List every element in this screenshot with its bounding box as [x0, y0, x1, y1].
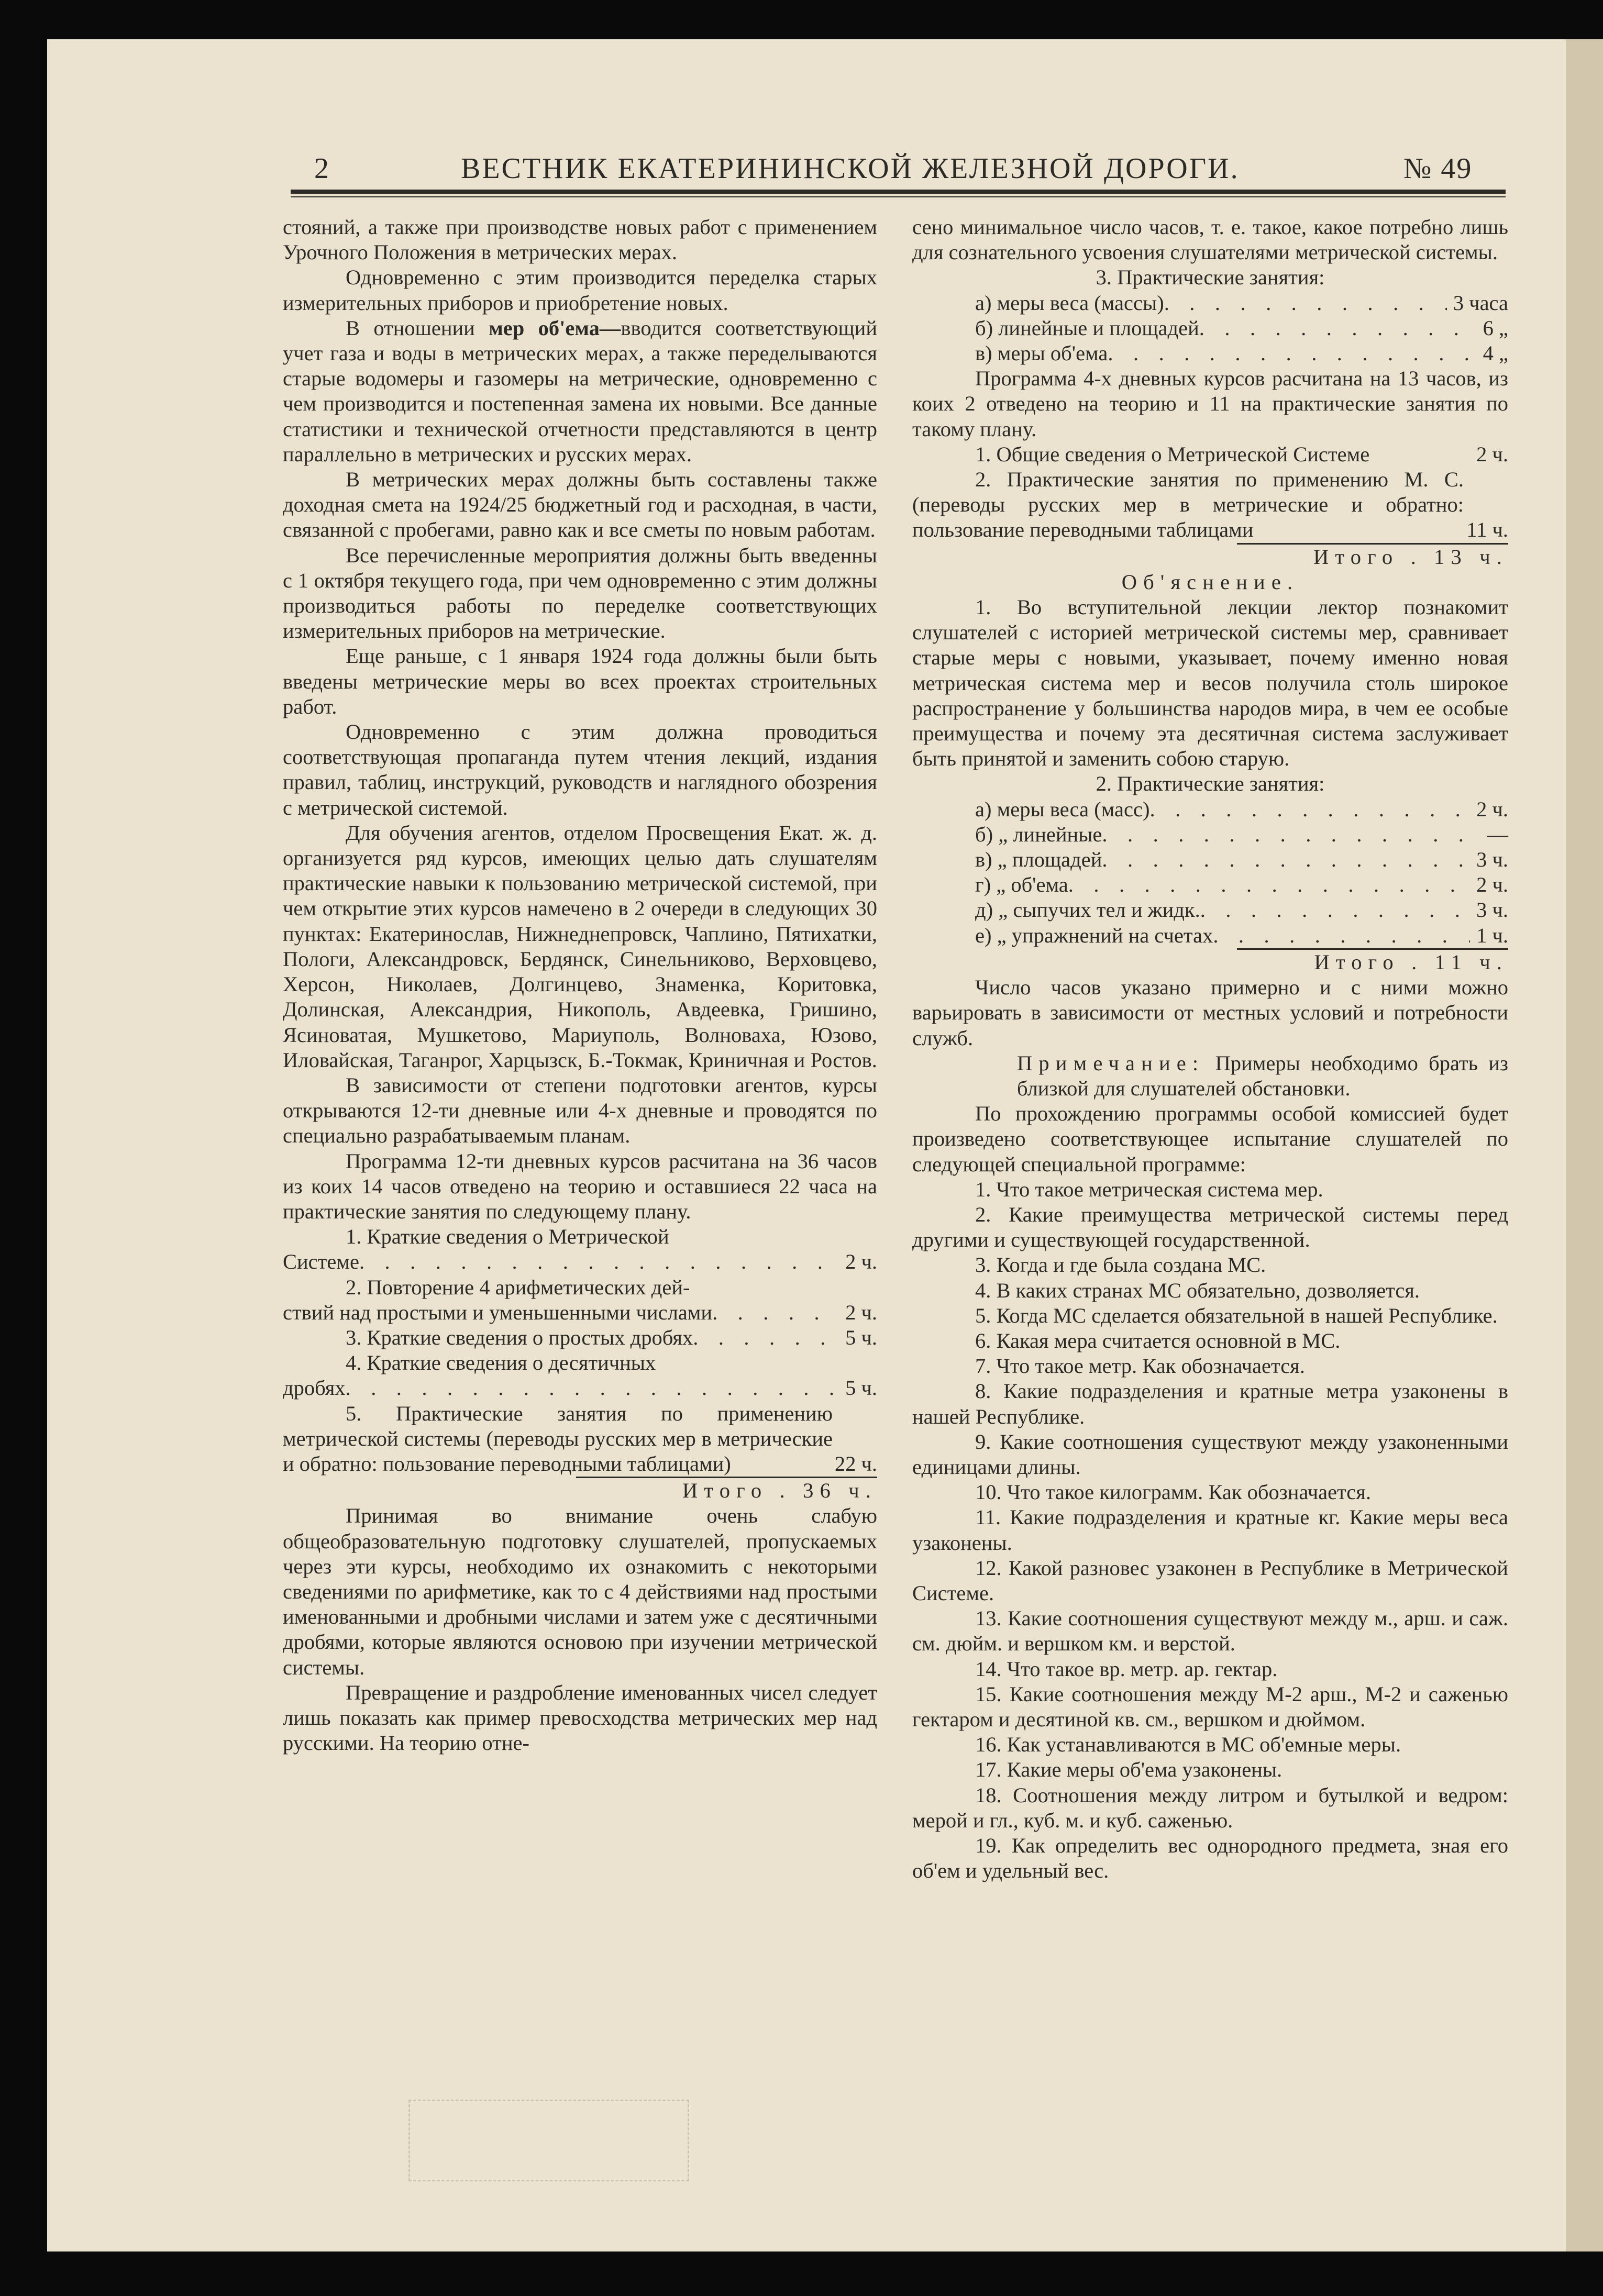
paragraph: Одновременно с этим производится переделка старых измерительных приборов и приобретение новых. [283, 265, 877, 315]
section-heading: 2. Практические занятия: [1096, 772, 1325, 796]
paragraph: стояний, а также при производстве новых работ с применением Урочного Положения в метрических мерах. [283, 215, 877, 264]
paragraph: В зависимости от степени подготовки агентов, курсы открываются 12-ти дневные или 4-х дневные и проводятся по специально разрабатываемым планам. [283, 1073, 877, 1148]
course-item-head: 1. Краткие сведения о Метрической [346, 1225, 669, 1249]
dot-leader [1164, 291, 1447, 316]
paragraph: Все перечисленные мероприятия должны быть введенны с 1 октября текущего года, при чем одновременно с этим должны производиться работы по переделке соответствующих измерительных приборов на метрические. [283, 543, 877, 643]
question-item: 19. Как определить вес однородного предмета, зная его об'ем и удельный вес. [912, 1834, 1508, 1883]
total-line: Итого . 11 ч. [1237, 948, 1508, 975]
course-item [912, 442, 1508, 467]
practice-item-hours: 3 ч. [1476, 848, 1508, 872]
course-item-text: Системе [283, 1250, 359, 1274]
course-item [912, 467, 1508, 543]
total-line: Итого . 36 ч. [576, 1477, 877, 1503]
practice-item-text: д) „ сыпучих тел и жидк. [975, 898, 1200, 922]
question-item: 4. В каких странах МС обязательно, дозволяется. [975, 1278, 1420, 1302]
paragraph: Программа 4-х дневных курсов расчитана на 13 часов, из коих 2 отведено на теорию и 11 на практические занятия по такому плану. [912, 367, 1508, 441]
course-item-text: 5. Практические занятия по применению метрической системы (переводы русских мер в метрические и обратно: пользование переводными таблицами) [283, 1401, 833, 1476]
note [912, 1051, 1508, 1101]
page-number: 2 [314, 152, 330, 185]
question-item: 16. Как устанавливаются в МС об'емные меры. [975, 1733, 1401, 1757]
dot-leader [1102, 847, 1470, 872]
course-item-head: 4. Краткие сведения о десятичных [346, 1351, 656, 1375]
question-item: 7. Что такое метр. Как обозначается. [975, 1354, 1305, 1378]
dot-leader [1213, 923, 1470, 948]
practice-item-text: е) „ упражнений на счетах [975, 923, 1213, 947]
dot-leader [1200, 897, 1470, 923]
section-heading: Об'яснение. [1121, 570, 1299, 594]
question-item: 3. Когда и где была создана МС. [975, 1253, 1266, 1277]
journal-title: ВЕСТНИК ЕКАТЕРИНИНСКОЙ ЖЕЛЕЗНОЙ ДОРОГИ. [461, 152, 1240, 185]
question-item: 14. Что такое вр. метр. ар. гектар. [975, 1657, 1278, 1681]
paragraph [283, 316, 877, 467]
paragraph-lead: В отношении [346, 316, 489, 340]
total-line: Итого . 13 ч. [1237, 543, 1508, 570]
practice-item-hours: 3 часа [1453, 291, 1508, 315]
question-item: 2. Какие преимущества метрической системы перед другими и существующей государственной. [912, 1202, 1508, 1252]
course-item [283, 1401, 877, 1477]
course-item-text: ствий над простыми и уменьшенными числами [283, 1300, 713, 1324]
course-item-text: 1. Общие сведения о Метрической Системе [975, 442, 1370, 466]
dot-leader [1102, 822, 1480, 847]
course-item-head: 2. Повторение 4 арифметических дей- [346, 1275, 690, 1299]
course-item-hours: 5 ч. [845, 1376, 877, 1400]
paragraph: 1. Во вступительной лекции лектор познакомит слушателей с историей метрической системы мер, сравнивает старые меры с новыми, указывает, почему именно новая метрическая система мер и весов получила столь широкое распространение у большинства народов мира, в чем ее особые преимущества и почему эта десятичная система заслуживает быть принятой и заменить собою старую. [912, 595, 1508, 771]
practice-item [912, 923, 1508, 948]
question-item: 1. Что такое метрическая система мер. [975, 1177, 1323, 1201]
question-item: 9. Какие соотношения существуют между узаконенными единицами длины. [912, 1429, 1508, 1479]
dot-leader [693, 1325, 839, 1350]
issue-number: № 49 [1403, 152, 1473, 185]
course-item-hours: 11 ч. [1466, 518, 1508, 542]
practice-item-text: б) линейные и площадей [975, 316, 1199, 340]
right-column [912, 215, 1508, 1883]
paragraph: Для обучения агентов, отделом Просвещения Екат. ж. д. организуется ряд курсов, имеющих целью дать слушателям практические навыки к пользованию метрической системой, при чем открытие этих курсов намечено в 2 очереди в следующих 30 пунктах: Екатеринослав, Нижнеднепровск, Чаплино, Пятихатки, Пологи, Александровск, Бердянск, Синельниково, Верховцево, Херсон, Николаев, Долгинцево, Знаменка, Коритовка, Долинская, Александрия, Никополь, Авдеевка, Гришино, Ясиноватая, Мушкетово, Мариуполь, Волноваха, Юзово, Иловайская, Таганрог, Харцызск, Б.-Токмак, Криничная и Ростов. [283, 820, 877, 1072]
practice-item [912, 897, 1508, 923]
practice-item-text: в) меры об'ема [975, 341, 1108, 365]
course-item [283, 1325, 877, 1350]
course-item-text: 3. Краткие сведения о простых дробях [346, 1325, 693, 1349]
course-item [283, 1376, 877, 1401]
dot-leader [1108, 341, 1476, 366]
section-heading: 3. Практические занятия: [1096, 265, 1325, 290]
practice-item-hours: 2 ч. [1476, 797, 1508, 821]
header-rule-thin [291, 196, 1506, 197]
practice-item [912, 291, 1508, 316]
course-item-hours: 5 ч. [845, 1325, 877, 1349]
practice-item-hours: 4 „ [1483, 341, 1508, 365]
practice-item-text: б) „ линейные [975, 822, 1102, 846]
practice-item-text: г) „ об'ема [975, 873, 1068, 897]
paragraph: Одновременно с этим должна проводиться соответствующая пропаганда путем чтения лекций, издания правил, таблиц, инструкций, руководств и наглядного обозрения с метрической системой. [283, 720, 877, 819]
paragraph: сено минимальное число часов, т. е. такое, какое потребно лишь для сознательного усвоения слушателями метрической системы. [912, 215, 1508, 264]
practice-item-text: в) „ площадей [975, 848, 1102, 872]
course-item [283, 1249, 877, 1274]
dot-leader [1149, 797, 1470, 822]
question-item: 17. Какие меры об'ема узаконены. [975, 1758, 1283, 1782]
practice-item-hours: 2 ч. [1476, 873, 1508, 897]
question-item: 10. Что такое килограмм. Как обозначается. [975, 1480, 1372, 1504]
note-label: Примечание: [1017, 1051, 1205, 1075]
left-column [283, 215, 877, 1756]
practice-item-text: а) меры веса (масс) [975, 797, 1150, 821]
question-item: 12. Какой разновес узаконен в Республике в Метрической Системе. [912, 1556, 1508, 1605]
question-item: 15. Какие соотношения между М-2 арш., М-2 и саженью гектаром и десятиной кв. см., вершком и дюймом. [912, 1682, 1508, 1731]
question-item: 8. Какие подразделения и кратные метра узаконены в нашей Республике. [912, 1379, 1508, 1428]
note-text: Примеры необходимо брать из близкой для слушателей обстановки. [1017, 1051, 1508, 1100]
practice-item-hours: 6 „ [1483, 316, 1508, 340]
practice-item [912, 341, 1508, 366]
paragraph-rest: вводится соответствующий учет газа и воды в метрических мерах, а также переделываются старые водомеры и газомеры на метрические, одновременно с чем производится и постепенная замена их новыми. Все данные статистики и технической отчетности представляются в центр параллельно в метрических и русских мерах. [283, 316, 877, 466]
dot-leader [1199, 316, 1477, 341]
question-item: 6. Какая мера считается основной в МС. [975, 1328, 1341, 1352]
question-item: 11. Какие подразделения и кратные кг. Какие меры веса узаконены. [912, 1505, 1508, 1555]
dot-leader [1068, 872, 1470, 897]
practice-item-hours: 3 ч. [1476, 898, 1508, 922]
course-item-text: 2. Практические занятия по применению М. С. (переводы русских мер в метрические и обратно: пользование переводными таблицами [912, 468, 1464, 542]
practice-item-hours: — [1487, 822, 1508, 846]
course-item-hours: 2 ч. [845, 1300, 877, 1324]
question-item: 18. Соотношения между литром и бутылкой и ведром: мерой и гл., куб. м. и куб. саженью. [912, 1783, 1508, 1832]
paragraph: Число часов указано примерно и с ними можно варьировать в зависимости от местных условий и потребности служб. [912, 975, 1508, 1050]
question-item: 5. Когда МС сделается обязательной в нашей Республике. [975, 1303, 1498, 1327]
course-item-text: дробях [283, 1376, 346, 1400]
course-item [283, 1300, 877, 1325]
bold-term: мер об'ема— [489, 316, 621, 340]
dot-leader [346, 1376, 839, 1401]
practice-item [912, 872, 1508, 897]
practice-item [912, 797, 1508, 822]
practice-item-hours: 1 ч. [1476, 923, 1508, 947]
practice-item [912, 847, 1508, 872]
paragraph: Превращение и раздробление именованных чисел следует лишь показать как пример превосходства метрических мер над русскими. На теорию отне- [283, 1680, 877, 1755]
dot-leader [712, 1300, 839, 1325]
course-item-hours: 22 ч. [834, 1451, 877, 1476]
paragraph: Программа 12-ти дневных курсов расчитана на 36 часов из коих 14 часов отведено на теорию и оставшиеся 22 часа на практические занятия по следующему плану. [283, 1149, 877, 1223]
course-item-hours: 2 ч. [1476, 442, 1508, 466]
course-item-hours: 2 ч. [845, 1250, 877, 1274]
paragraph: Принимая во внимание очень слабую общеобразовательную подготовку слушателей, пропускаемых через эти курсы, необходимо их ознакомить с некоторыми сведениями по арифметике, как то с 4 действиями над простыми именованными и дробными числами и затем уже с десятичными дробями, которые являются основою при изучении метрической системы. [283, 1504, 877, 1679]
paragraph: Еще раньше, с 1 января 1924 года должны были быть введены метрические меры во всех проектах строительных работ. [283, 644, 877, 718]
practice-item [912, 316, 1508, 341]
practice-item-text: а) меры веса (массы) [975, 291, 1164, 315]
faded-stamp [408, 2100, 689, 2181]
paragraph: В метрических мерах должны быть составлены также доходная смета на 1924/25 бюджетный год и расходная, в части, связанной с пробегами, равно как и все сметы по новым работам. [283, 468, 877, 542]
header-rule [291, 190, 1506, 194]
practice-item [912, 822, 1508, 847]
question-item: 13. Какие соотношения существуют между м., арш. и саж. см. дюйм. и вершком км. и верстой. [912, 1606, 1508, 1656]
dot-leader [359, 1249, 839, 1274]
paragraph: По прохождению программы особой комиссией будет произведено соответствующее испытание слушателей по следующей специальной программе: [912, 1102, 1508, 1176]
